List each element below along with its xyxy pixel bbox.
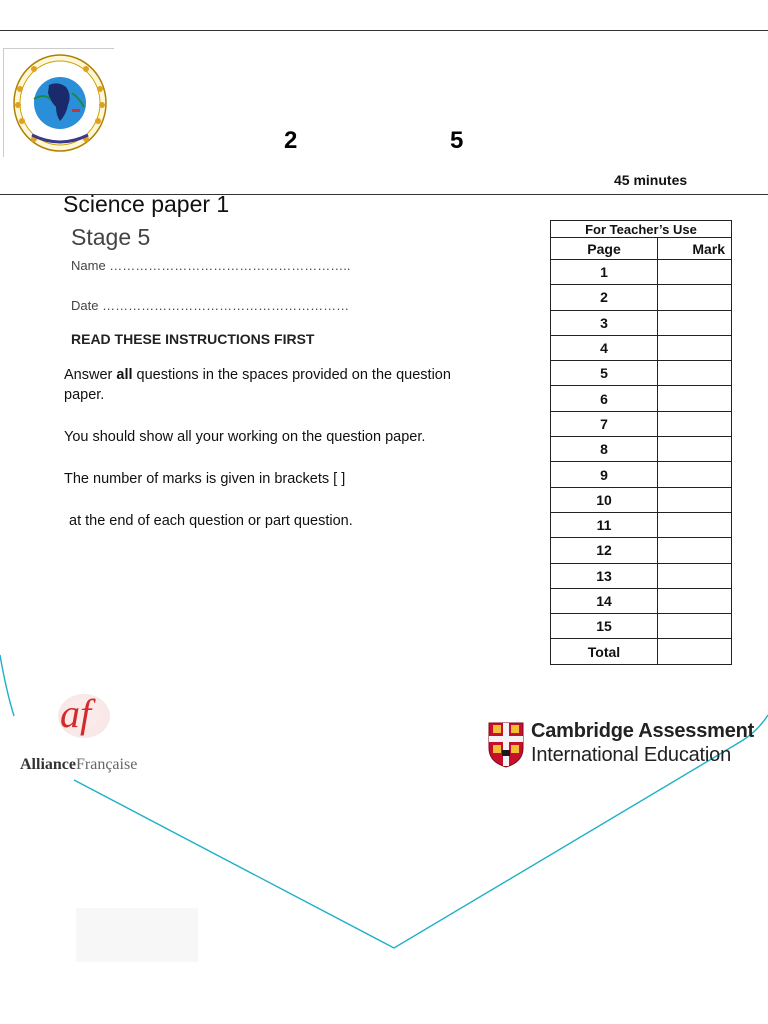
table-row [551,487,732,512]
name-field-line: Name ……………………………………………….. [71,258,351,273]
af-wordmark [20,756,137,774]
top-rule [0,30,768,31]
table-row [551,361,732,386]
mark-cell[interactable] [658,285,732,310]
page-number-cell: 12 [551,538,658,563]
mark-cell[interactable] [658,462,732,487]
page-number-cell: 6 [551,386,658,411]
page-number-cell: 13 [551,563,658,588]
mark-cell[interactable] [658,411,732,436]
table-row [551,614,732,639]
column-header-mark: Mark [658,238,732,260]
cambridge-name-line2: International Education [531,744,731,766]
af-wordmark-light: Française [76,756,138,773]
instruction-end-of-question: at the end of each question or part question. [69,513,353,529]
date-field-line: Date ………………………………………………… [71,298,350,313]
table-row [551,538,732,563]
instruction-marks-brackets: The number of marks is given in brackets [ ] [64,471,346,487]
mark-cell[interactable] [658,512,732,537]
page-number-cell: 4 [551,335,658,360]
instructions-heading: READ THESE INSTRUCTIONS FIRST [71,331,315,347]
page-number-cell: 14 [551,588,658,613]
table-row [551,588,732,613]
page-number-cell: 7 [551,411,658,436]
instruction-show-working: You should show all your working on the question paper. [64,429,426,445]
mark-cell[interactable] [658,335,732,360]
mark-cell[interactable] [658,614,732,639]
teacher-table-title-row [551,221,732,238]
teacher-use-table [550,220,732,665]
mark-cell[interactable] [658,361,732,386]
mark-cell[interactable] [658,588,732,613]
table-row [551,563,732,588]
page-number-cell: 9 [551,462,658,487]
table-row [551,310,732,335]
teacher-table-title: For Teacher’s Use [551,221,732,238]
instruction-bold-all: all [116,367,133,383]
page-number-cell: 11 [551,512,658,537]
cambridge-name-line1: Cambridge Assessment [531,720,755,742]
mark-cell[interactable] [658,538,732,563]
duration-label: 45 minutes [614,172,688,188]
af-wordmark-bold: Alliance [20,756,76,773]
instruction-text-start: Answer [64,367,117,383]
page-number-cell: 8 [551,437,658,462]
table-row [551,386,732,411]
school-logo [3,48,114,157]
instruction-answer-all [64,367,451,383]
paper-title: Science paper 1 [63,191,230,217]
total-mark-cell[interactable] [658,639,732,664]
header-number-left: 2 [284,127,298,154]
cambridge-crest-icon [488,722,524,768]
table-row [551,260,732,285]
page-number-cell: 15 [551,614,658,639]
af-mark: af [60,691,92,736]
instruction-text-end: questions in the spaces provided on the question [132,367,451,383]
mark-cell[interactable] [658,310,732,335]
stage-title: Stage 5 [71,224,151,250]
mark-cell[interactable] [658,437,732,462]
page-number-cell: 3 [551,310,658,335]
instruction-answer-all-cont: paper. [64,387,105,403]
mark-cell[interactable] [658,386,732,411]
table-row [551,411,732,436]
column-header-page: Page [551,238,658,260]
page-number-cell: 10 [551,487,658,512]
table-row [551,512,732,537]
mark-cell[interactable] [658,487,732,512]
table-row [551,437,732,462]
mark-cell[interactable] [658,563,732,588]
alliance-francaise-logo [20,688,150,778]
cambridge-logo [488,720,758,772]
total-label-cell: Total [551,639,658,664]
teacher-table-header-row [551,238,732,260]
faint-watermark-box [76,908,198,962]
page-number-cell: 2 [551,285,658,310]
header-number-right: 5 [450,127,464,154]
table-row-total [551,639,732,664]
table-row [551,462,732,487]
table-row [551,335,732,360]
page-number-cell: 5 [551,361,658,386]
page-number-cell: 1 [551,260,658,285]
mark-cell[interactable] [658,260,732,285]
table-row [551,285,732,310]
